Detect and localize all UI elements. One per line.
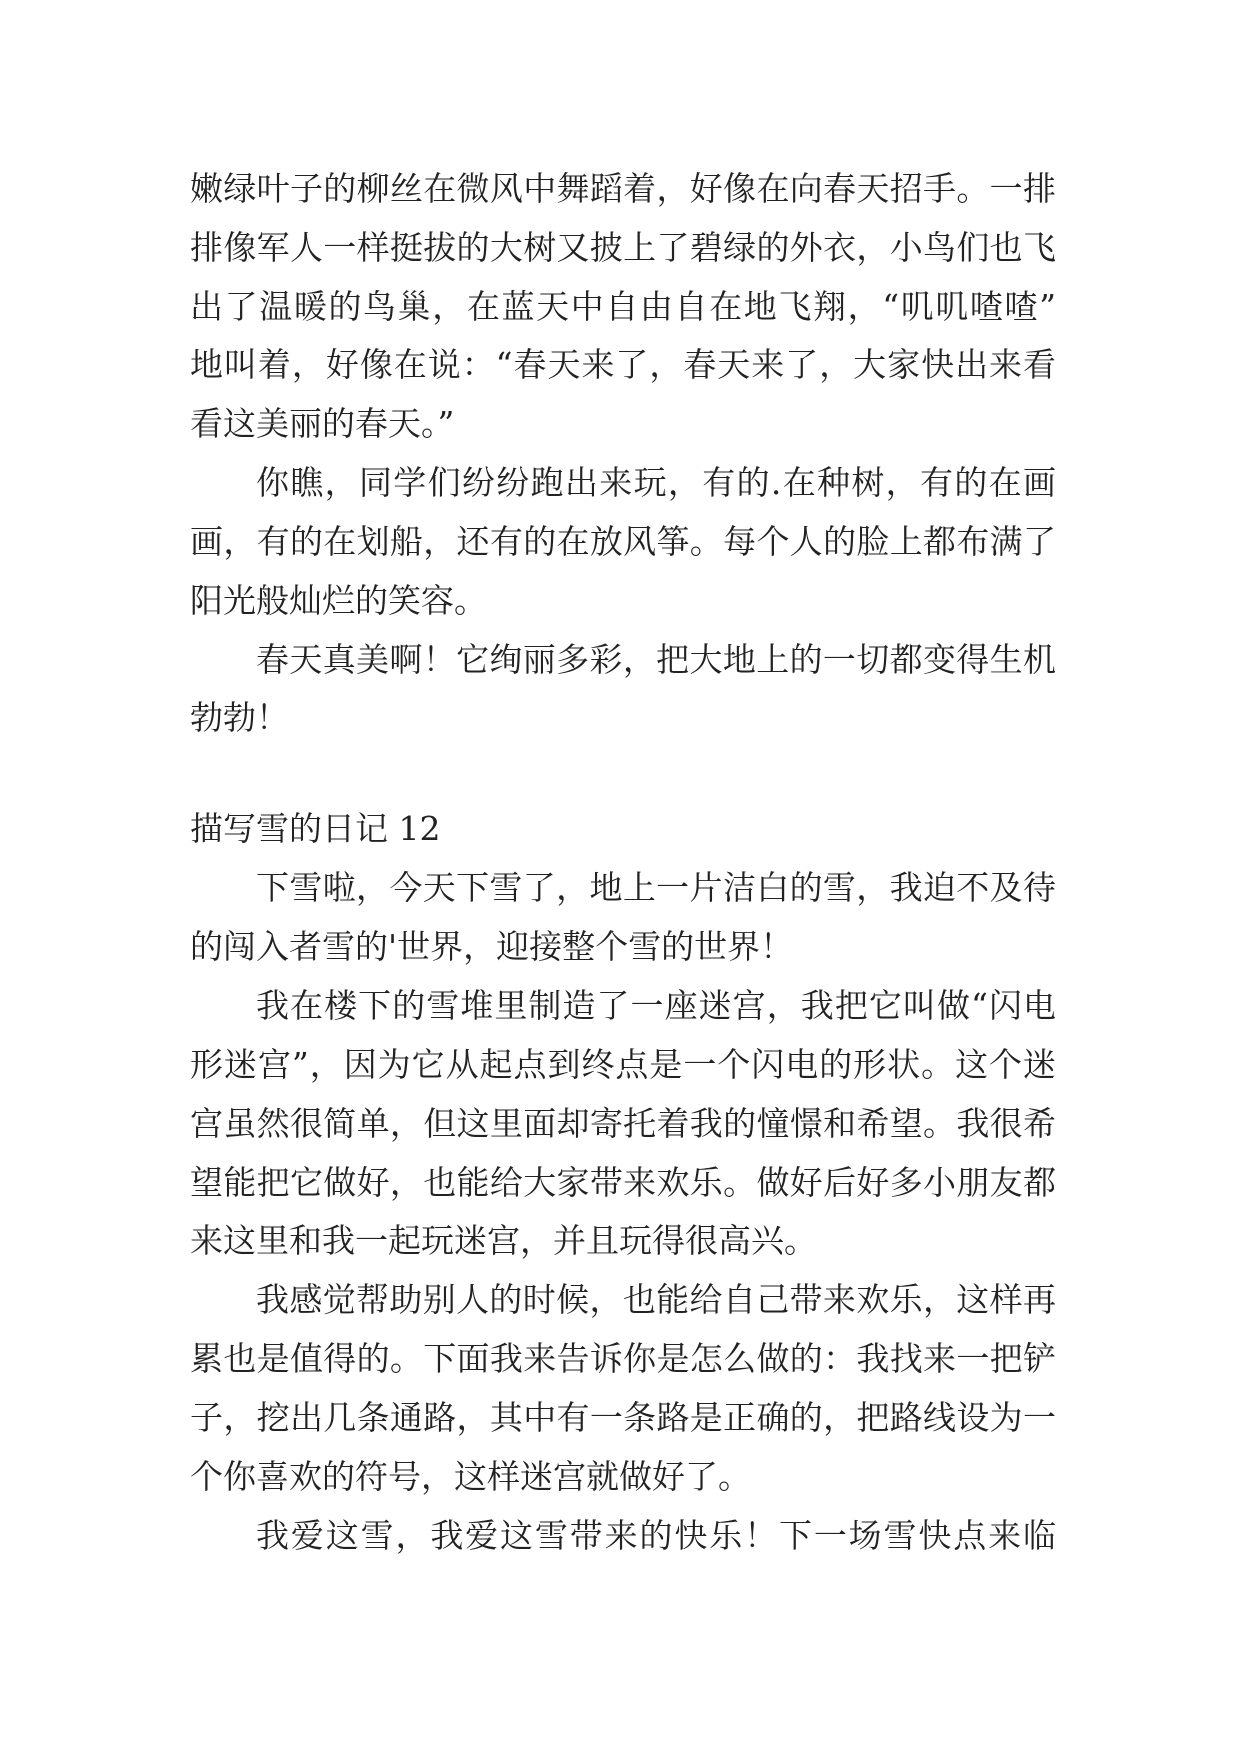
text-line: 我在楼下的雪堆里制造了一座迷宫，我把它叫做“闪电 <box>256 986 1056 1025</box>
text-line: 子，挖出几条通路，其中有一条路是正确的，把路线设为一 <box>190 1398 1056 1437</box>
text-line: 累也是值得的。下面我来告诉你是怎么做的：我找来一把铲 <box>190 1339 1056 1378</box>
text-line: 宫虽然很简单，但这里面却寄托着我的憧憬和希望。我很希 <box>190 1104 1056 1143</box>
text-line: 你瞧，同学们纷纷跑出来玩，有的.在种树，有的在画 <box>256 463 1056 502</box>
text-line: 看这美丽的春天。” <box>190 404 455 443</box>
text-line: 个你喜欢的符号，这样迷宫就做好了。 <box>190 1457 751 1496</box>
text-line: 我爱这雪，我爱这雪带来的快乐！下一场雪快点来临 <box>256 1516 1056 1555</box>
text-line: 下雪啦，今天下雪了，地上一片洁白的雪，我迫不及待 <box>256 868 1056 907</box>
text-line: 勃勃！ <box>190 698 289 737</box>
text-line: 出了温暖的鸟巢，在蓝天中自由自在地飞翔，“叽叽喳喳” <box>190 287 1056 326</box>
text-line: 的闯入者雪的'世界，迎接整个雪的世界！ <box>190 927 794 966</box>
text-line: 望能把它做好，也能给大家带来欢乐。做好后好多小朋友都 <box>190 1163 1056 1202</box>
text-line: 阳光般灿烂的笑容。 <box>190 581 487 620</box>
text-line: 排像军人一样挺拔的大树又披上了碧绿的外衣，小鸟们也飞 <box>190 228 1056 267</box>
text-line: 形迷宫”，因为它从起点到终点是一个闪电的形状。这个迷 <box>190 1045 1056 1084</box>
text-line: 嫩绿叶子的柳丝在微风中舞蹈着，好像在向春天招手。一排 <box>190 169 1056 208</box>
text-line: 春天真美啊！它绚丽多彩，把大地上的一切都变得生机 <box>256 640 1056 679</box>
text-line: 画，有的在划船，还有的在放风筝。每个人的脸上都布满了 <box>190 522 1056 561</box>
section-title: 描写雪的日记 12 <box>190 809 441 848</box>
text-line: 地叫着，好像在说：“春天来了，春天来了，大家快出来看 <box>190 345 1056 384</box>
text-line: 来这里和我一起玩迷宫，并且玩得很高兴。 <box>190 1221 817 1260</box>
text-line: 我感觉帮助别人的时候，也能给自己带来欢乐，这样再 <box>256 1280 1056 1319</box>
